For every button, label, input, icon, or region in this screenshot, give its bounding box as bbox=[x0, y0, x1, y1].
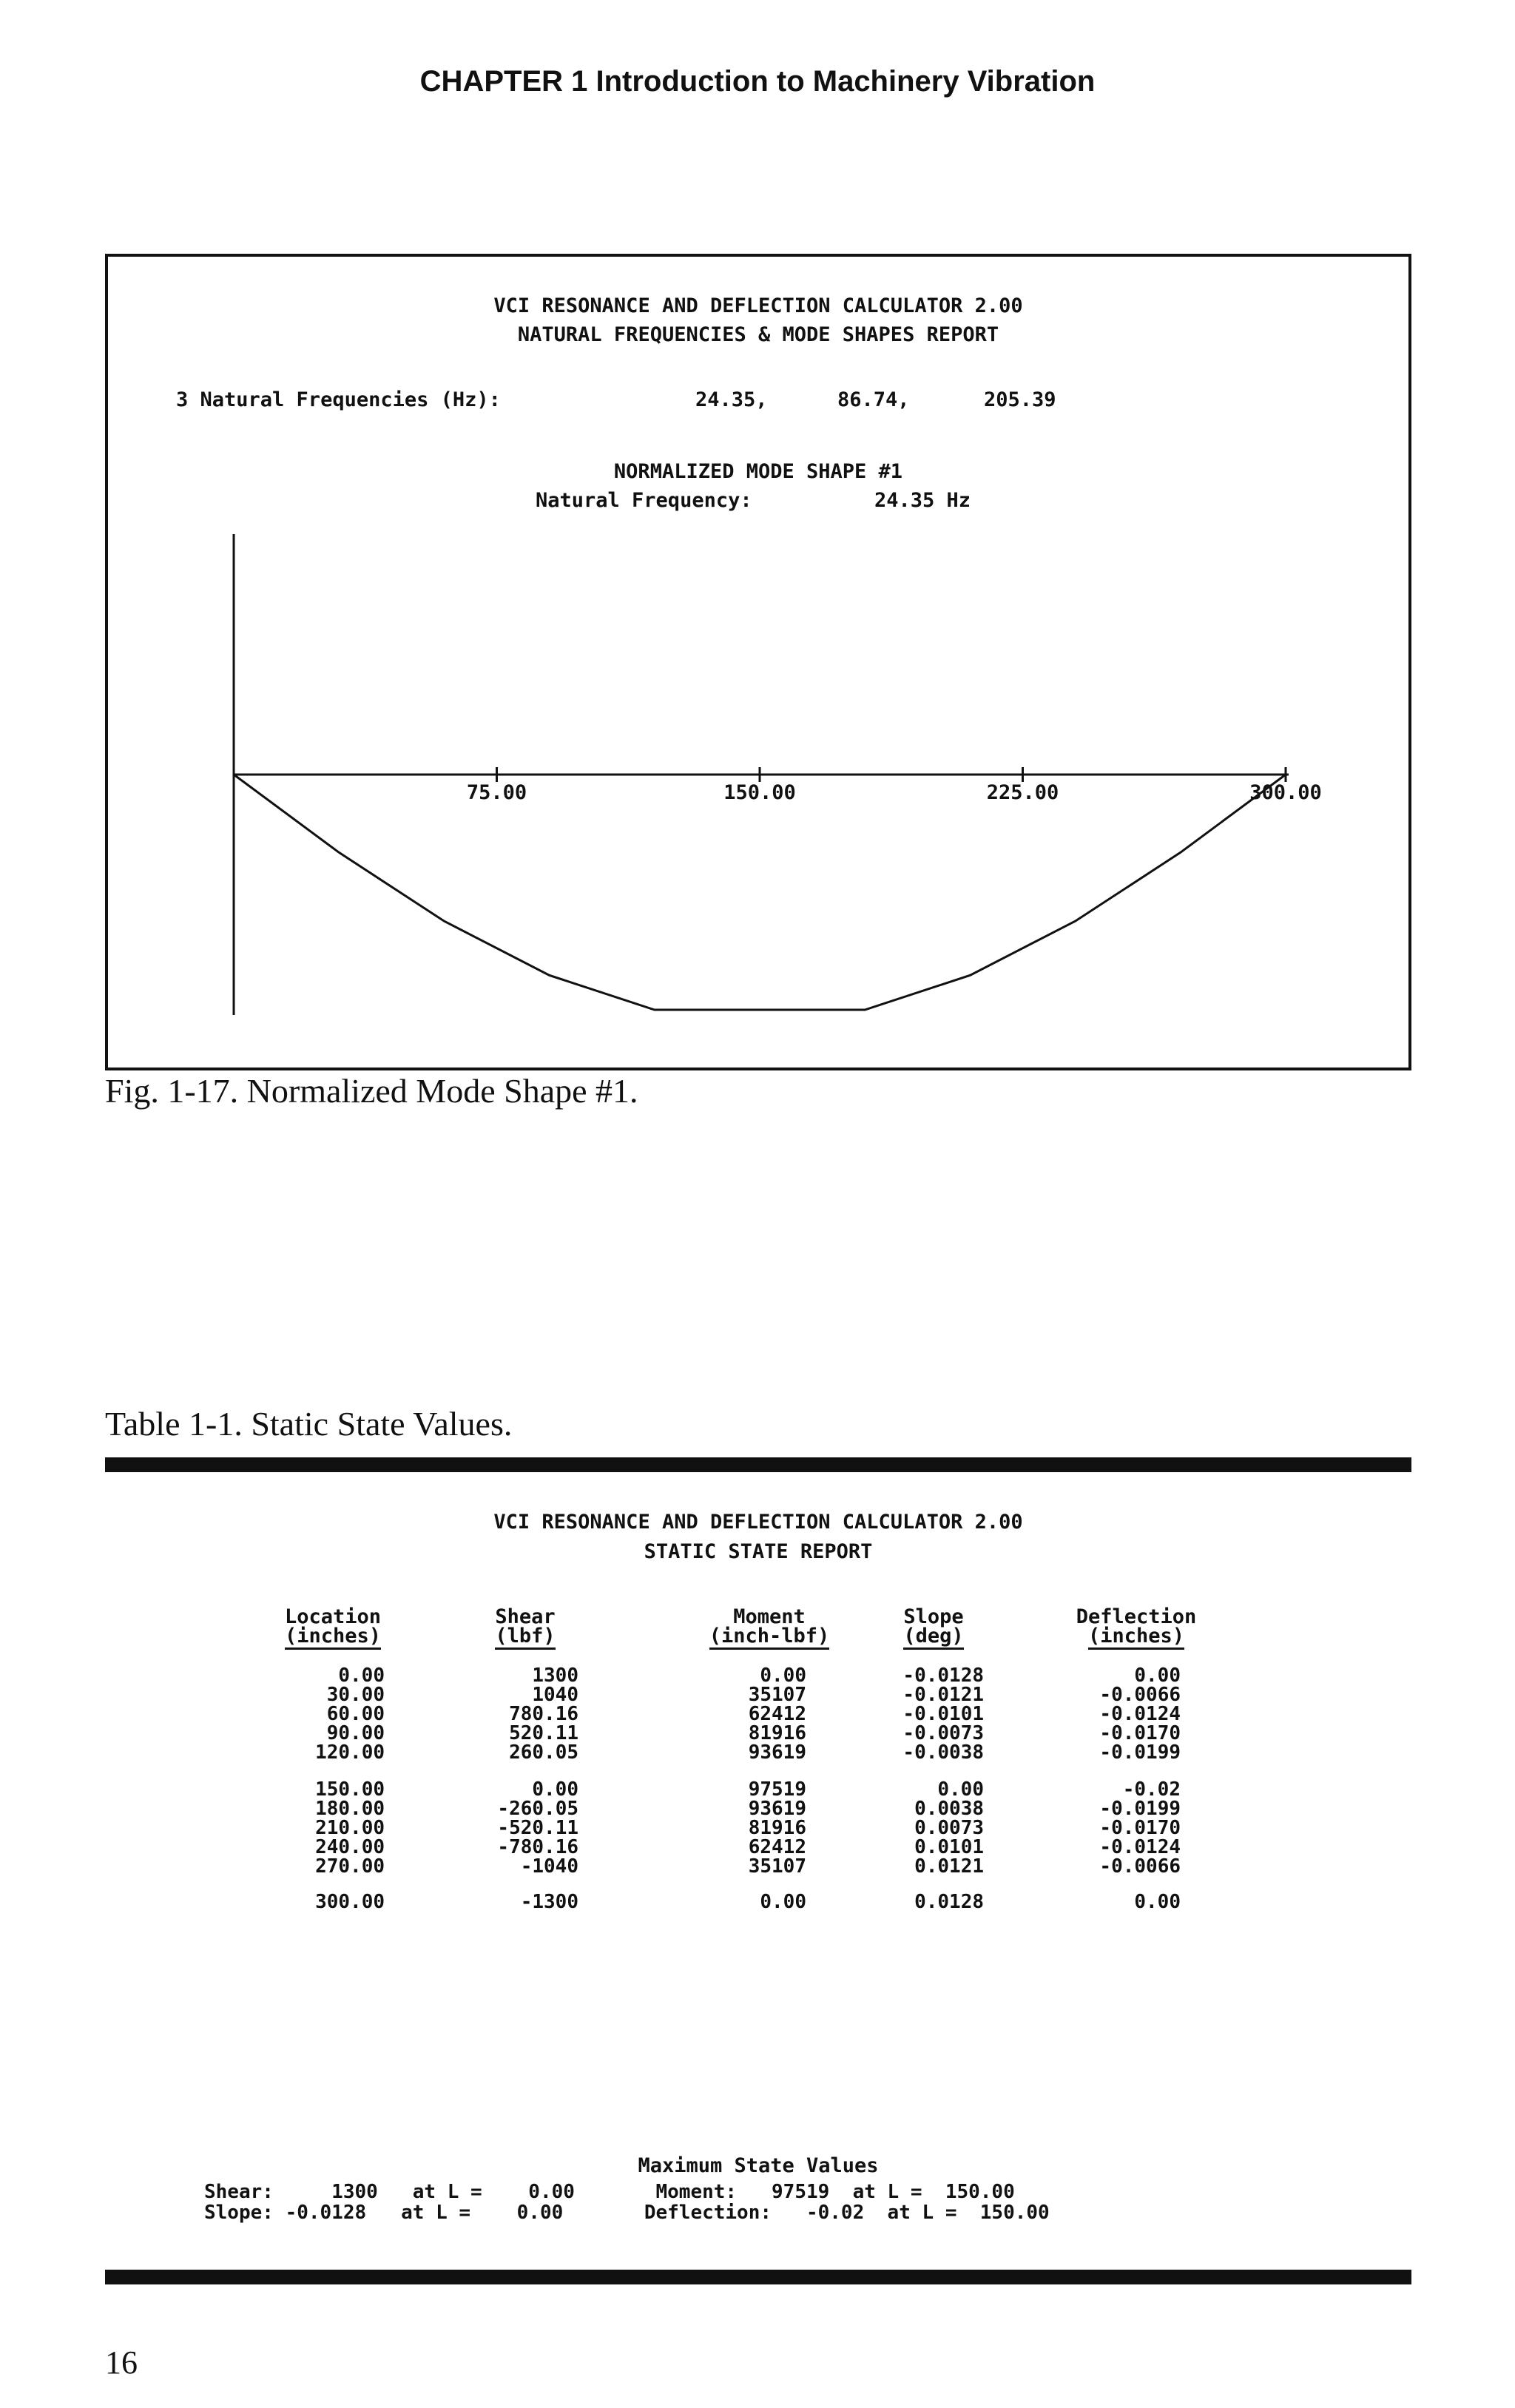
table-cell: 93619 bbox=[748, 1798, 806, 1820]
table-cell: 0.0128 bbox=[914, 1891, 984, 1913]
table-cell: -0.0199 bbox=[1099, 1741, 1181, 1764]
column-header-unit: (inches) bbox=[1088, 1625, 1184, 1650]
column-header-line2 bbox=[429, 1625, 621, 1648]
table-cell: 210.00 bbox=[315, 1817, 385, 1839]
table-cell: -780.16 bbox=[497, 1836, 578, 1858]
table-cell: 520.11 bbox=[509, 1722, 578, 1744]
table-cell: 35107 bbox=[748, 1855, 806, 1878]
table-cell: 300.00 bbox=[315, 1891, 385, 1913]
table-cell: 120.00 bbox=[315, 1741, 385, 1764]
figure-caption: Fig. 1-17. Normalized Mode Shape #1. bbox=[105, 1072, 638, 1110]
figure-title-line1: VCI RESONANCE AND DEFLECTION CALCULATOR 2.00 bbox=[493, 294, 1023, 317]
column-header-line1: Shear bbox=[495, 1605, 556, 1628]
table-cell: -0.0128 bbox=[902, 1665, 984, 1687]
mode-shape-chart bbox=[0, 0, 1515, 1080]
column-header-unit: (lbf) bbox=[495, 1625, 555, 1650]
chart-axes bbox=[234, 534, 1289, 1015]
table-cell: 0.0038 bbox=[914, 1798, 984, 1820]
table-cell: 180.00 bbox=[315, 1798, 385, 1820]
x-tick-label: 300.00 bbox=[1249, 781, 1322, 804]
frequency-1: 24.35, bbox=[695, 388, 768, 411]
table-cell: -0.0199 bbox=[1099, 1798, 1181, 1820]
table-cell: 1040 bbox=[532, 1684, 578, 1706]
column-header-line2 bbox=[673, 1625, 866, 1648]
column-header-unit: (deg) bbox=[903, 1625, 963, 1650]
table-cell: 0.0101 bbox=[914, 1836, 984, 1858]
column-header-line2 bbox=[1040, 1625, 1232, 1648]
table-cell: 90.00 bbox=[326, 1722, 385, 1744]
table-cell: -520.11 bbox=[497, 1817, 578, 1839]
table-cell: -0.0066 bbox=[1099, 1684, 1181, 1706]
column-header-line2 bbox=[837, 1625, 1030, 1648]
table-cell: 62412 bbox=[748, 1703, 806, 1725]
table-cell: -1300 bbox=[520, 1891, 578, 1913]
column-header-line1: Moment bbox=[733, 1605, 806, 1628]
mode-shape-title: NORMALIZED MODE SHAPE #1 bbox=[613, 460, 903, 483]
table-cell: 240.00 bbox=[315, 1836, 385, 1858]
column-header-line1: Deflection bbox=[1076, 1605, 1197, 1628]
figure-title-line2: NATURAL FREQUENCIES & MODE SHAPES REPORT bbox=[517, 323, 999, 346]
table-cell: -0.0124 bbox=[1099, 1836, 1181, 1858]
column-header-line1: Slope bbox=[903, 1605, 964, 1628]
column-header-unit: (inches) bbox=[285, 1625, 381, 1650]
table-cell: 0.00 bbox=[760, 1891, 806, 1913]
table-cell: -0.02 bbox=[1122, 1778, 1181, 1801]
max-values-line2: Slope: -0.0128 at L = 0.00 Deflection: -0.02 at L = 150.00 bbox=[204, 2202, 1050, 2224]
table-cell: 780.16 bbox=[509, 1703, 578, 1725]
table-cell: -0.0066 bbox=[1099, 1855, 1181, 1878]
frequency-2: 86.74, bbox=[837, 388, 910, 411]
mode-shape-line bbox=[234, 775, 1286, 1010]
page-number: 16 bbox=[105, 2344, 138, 2381]
chart-series bbox=[234, 775, 1286, 1010]
table-cell: -0.0121 bbox=[902, 1684, 984, 1706]
x-tick-label: 75.00 bbox=[466, 781, 527, 804]
table-cell: -0.0170 bbox=[1099, 1817, 1181, 1839]
table-cell: 260.05 bbox=[509, 1741, 578, 1764]
table-cell: 0.00 bbox=[338, 1665, 385, 1687]
table-cell: 1300 bbox=[532, 1665, 578, 1687]
column-header-line2 bbox=[237, 1625, 429, 1648]
x-tick-label: 150.00 bbox=[723, 781, 796, 804]
table-cell: -0.0038 bbox=[902, 1741, 984, 1764]
table-cell: 35107 bbox=[748, 1684, 806, 1706]
frequencies-label: 3 Natural Frequencies (Hz): bbox=[176, 388, 501, 411]
table-cell: -0.0073 bbox=[902, 1722, 984, 1744]
table-cell: 270.00 bbox=[315, 1855, 385, 1878]
table-cell: -260.05 bbox=[497, 1798, 578, 1820]
table-cell: 0.0073 bbox=[914, 1817, 984, 1839]
table-cell: 30.00 bbox=[326, 1684, 385, 1706]
table-cell: -1040 bbox=[520, 1855, 578, 1878]
table-cell: 0.00 bbox=[937, 1778, 984, 1801]
table-cell: -0.0124 bbox=[1099, 1703, 1181, 1725]
table-cell: 0.00 bbox=[1134, 1665, 1181, 1687]
table-cell: -0.0101 bbox=[902, 1703, 984, 1725]
frequency-3: 205.39 bbox=[984, 388, 1056, 411]
column-header-unit: (inch-lbf) bbox=[709, 1625, 830, 1650]
table-cell: 0.00 bbox=[532, 1778, 578, 1801]
table-cell: 150.00 bbox=[315, 1778, 385, 1801]
table-cell: -0.0170 bbox=[1099, 1722, 1181, 1744]
table-cell: 60.00 bbox=[326, 1703, 385, 1725]
max-values-line1: Shear: 1300 at L = 0.00 Moment: 97519 at L = 150.00 bbox=[204, 2181, 1015, 2203]
table-cell: 81916 bbox=[748, 1722, 806, 1744]
table-top-rule bbox=[105, 1457, 1411, 1472]
column-header-line1: Location bbox=[284, 1605, 382, 1628]
mode-frequency-label: Natural Frequency: bbox=[536, 489, 752, 512]
table-caption: Table 1-1. Static State Values. bbox=[105, 1405, 513, 1443]
table-cell: 97519 bbox=[748, 1778, 806, 1801]
x-tick-label: 225.00 bbox=[986, 781, 1059, 804]
report-title-line2: STATIC STATE REPORT bbox=[644, 1540, 873, 1563]
report-title-line1: VCI RESONANCE AND DEFLECTION CALCULATOR 2.00 bbox=[493, 1511, 1023, 1534]
max-values-title: Maximum State Values bbox=[638, 2154, 879, 2177]
table-cell: 0.00 bbox=[760, 1665, 806, 1687]
table-bottom-rule bbox=[105, 2270, 1411, 2284]
table-cell: 93619 bbox=[748, 1741, 806, 1764]
running-head: CHAPTER 1 Introduction to Machinery Vibration bbox=[419, 65, 1096, 98]
table-cell: 62412 bbox=[748, 1836, 806, 1858]
mode-frequency-value: 24.35 Hz bbox=[874, 489, 971, 512]
table-cell: 0.0121 bbox=[914, 1855, 984, 1878]
chart-ticks bbox=[467, 767, 1322, 804]
table-cell: 0.00 bbox=[1134, 1891, 1181, 1913]
table-cell: 81916 bbox=[748, 1817, 806, 1839]
